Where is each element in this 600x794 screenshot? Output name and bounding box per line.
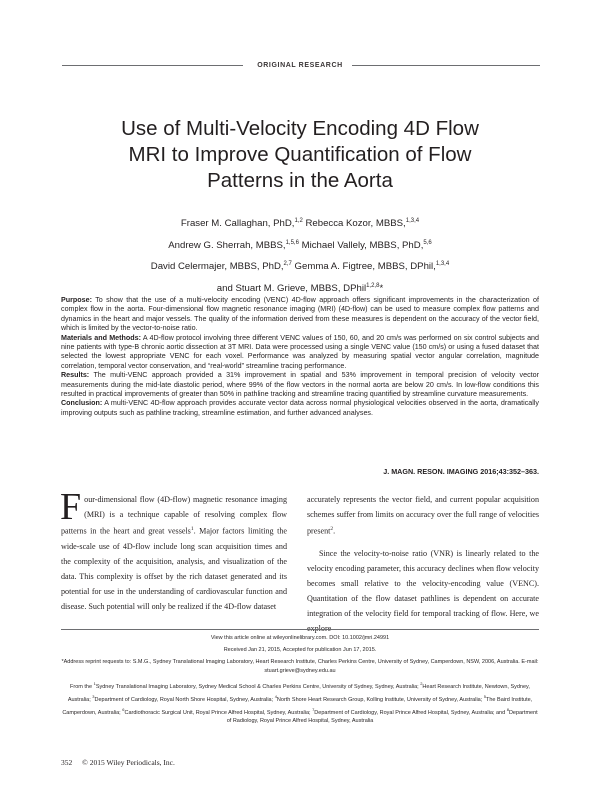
author-vallely: Michael Vallely, MBBS, PhD, [298, 239, 424, 251]
affil-text: North Shore Heart Research Group, Kolling Institute, University of Sydney, Australia; [276, 696, 484, 703]
abstract-results [61, 371, 539, 399]
title-line-3: Patterns in the Aorta [207, 169, 393, 192]
received-note: Received Jan 21, 2015, Accepted for publication Jun 17, 2015. [223, 647, 377, 653]
affil-sup: 8 [506, 706, 509, 712]
affil-sup: 1,2 [294, 218, 303, 224]
affil-sup: 1,5,6 [285, 239, 299, 246]
article-title [40, 116, 560, 194]
affil-sup: 5,6 [423, 239, 432, 246]
page-footer [61, 758, 183, 767]
body-text: our-dimensional flow (4D-flow) magnetic resonance imaging (MRI) is a technique capable of resolving complex flow patterns in the heart and great vessels [61, 495, 287, 536]
methods-text: A 4D-flow protocol involving three different VENC values of 150, 60, and 20 cm/s was performed on six control subjects and nine patients with type-B chronic aortic dissection at 3T MRI. Data were processed using a single VENC value (150 cm/s) or using a fused dataset that selected the lowest appropriate VENC for each voxel. Performance was analyzed by measuring spatial vector angular correlation, magnitude correlation, temporal vector conservation, and “real-world” streamline tracing performance. [61, 333, 539, 370]
author-list [60, 212, 540, 299]
affil-sup: 1,3,4 [405, 218, 420, 224]
affil-text: Department of Cardiology, Royal North Shore Hospital, Sydney, Australia; [94, 696, 275, 703]
abstract-conclusion [61, 399, 539, 418]
body-column-left [60, 486, 287, 614]
abstract-purpose [61, 296, 539, 334]
author-kozor: Rebecca Kozor, MBBS, [302, 218, 406, 230]
author-grieve: and Stuart M. Grieve, MBBS, DPhil [216, 283, 367, 295]
page-number: 352 [61, 758, 73, 767]
affil-sup: 4 [274, 693, 277, 699]
affil-text: Heart Research Institute, Newtown, Sydney, Australia; [67, 683, 530, 703]
journal-citation: J. MAGN. RESON. IMAGING 2016;43:352–363. [383, 467, 539, 476]
affil-text: Department of Radiology, Royal Prince Alfred Hospital, Sydney, Australia [226, 709, 538, 725]
affil-sup: 1,2,8 [366, 283, 380, 290]
affil-sup: 7 [312, 706, 315, 712]
body-paragraph [307, 492, 539, 539]
affil-sup: 6 [122, 706, 125, 712]
corresponding-star: * [379, 283, 384, 295]
purpose-text: To show that the use of a multi-velocity encoding (VENC) 4D-flow approach offers significant improvements in the characterization of complex flow in the aorta. Four-dimensional flow magnetic resonance imaging (MRI) (4D-flow) can be used to measure complex flow patterns and dynamics in the heart and major vessels. The quality of the information derived from these measures is dependent on the accuracy of the vector field, which is limited by the vector-to-noise ratio. [61, 296, 539, 333]
affil-text: The Baird Institute, Camperdown, Australia; [62, 696, 533, 716]
footnotes [61, 634, 539, 729]
affil-text: Cardiothoracic Surgical Unit, Royal Prince Alfred Hospital, Sydney, Australia; [124, 709, 313, 716]
affil-sup: 2 [420, 681, 423, 686]
conclusion-text: A multi-VENC 4D-flow approach provides accurate vector data across normal physiological velocities observed in the aorta, dramatically improving outputs such as pathline tracking, streamline estimation, and further advanced analyses. [61, 399, 539, 417]
affil-text: Department of Cardiology, Royal Prince Alfred Hospital, Sydney, Australia; and [314, 709, 507, 716]
author-celermajer: David Celermajer, MBBS, PhD, [150, 261, 284, 273]
title-line-2: MRI to Improve Quantification of Flow [128, 143, 472, 166]
reference-sup: 1 [190, 526, 194, 533]
header-rule-right [352, 65, 540, 66]
purpose-label: Purpose: [61, 296, 92, 304]
abstract [61, 296, 539, 418]
body-text: accurately represents the vector field, and current popular acquisition schemes suffer from limits on accuracy over the full range of velocities present [307, 495, 539, 536]
reference-sup: 2 [330, 526, 334, 533]
body-paragraph [60, 486, 287, 614]
copyright: © 2015 Wiley Periodicals, Inc. [82, 758, 175, 767]
affil-sup: 1 [93, 681, 96, 686]
affiliations-note [61, 679, 539, 726]
conclusion-label: Conclusion: [61, 399, 103, 408]
title-line-1: Use of Multi-Velocity Encoding 4D Flow [121, 117, 479, 140]
body-paragraph: Since the velocity-to-noise ratio (VNR) is linearly related to the velocity encoding parameter, this accuracy declines when flow velocity becomes small relative to the velocity-encoding value (VENC). Quantitation of the flow dataset pathlines is dependent on accurate integration of the velocity field for temporal tracking of flow. Here, we explore [307, 548, 539, 634]
affil-sup: 3 [92, 693, 95, 699]
results-text: The multi-VENC approach provided a 31% improvement in spatial and 53% improvement in temporal precision of velocity vector measurements during the mid-late diastolic period, where 99% of the flow vectors in the normal aorta are below 20 cm/s. In low-flow conditions this resulted in practical improvements of greater than 50% in pathline tracking and streamline tracing quantified by streamline curvature measurements. [61, 371, 539, 399]
affil-text: From the [70, 683, 94, 690]
drop-cap: F [60, 486, 82, 528]
affil-text: Sydney Translational Imaging Laboratory, Sydney Medical School & Charles Perkins Centre, University of Sydney, Sydney, Australia; [95, 683, 421, 690]
address-note: *Address reprint requests to: S.M.G., Sydney Translational Imaging Laboratory, Heart Research Institute, Charles Perkins Centre, University of Sydney, Camperdown, NSW, 2006, Australia. E-mail: stuart.grieve@sydney.edu.au [61, 659, 539, 674]
body-text: . Major factors limiting the wide-scale use of 4D-flow include long scan acquisition times and the complexity of the acquisition, analysis, and visualization of the data. This complexity is offset by the rich dataset generated and its potential for use in the understanding of cardiovascular function and disease. Such potential will only be realized if the 4D-flow dataset [61, 526, 287, 612]
body-column-right [307, 492, 539, 636]
affil-sup: 2,7 [283, 261, 292, 268]
section-label: ORIGINAL RESEARCH [257, 62, 343, 69]
doi-note: View this article online at wileyonlinelibrary.com. DOI: 10.1002/jmri.24991 [210, 635, 390, 641]
abstract-methods [61, 334, 539, 372]
methods-label: Materials and Methods: [61, 333, 141, 342]
author-figtree: Gemma A. Figtree, MBBS, DPhil, [291, 261, 436, 273]
author-sherrah: Andrew G. Sherrah, MBBS, [168, 239, 286, 251]
affil-sup: 5 [483, 693, 487, 699]
results-label: Results: [61, 371, 90, 380]
affil-sup: 1,3,4 [435, 261, 450, 268]
body-text: . [333, 526, 336, 536]
footnote-rule [61, 629, 539, 630]
author-callaghan: Fraser M. Callaghan, PhD, [180, 218, 295, 230]
